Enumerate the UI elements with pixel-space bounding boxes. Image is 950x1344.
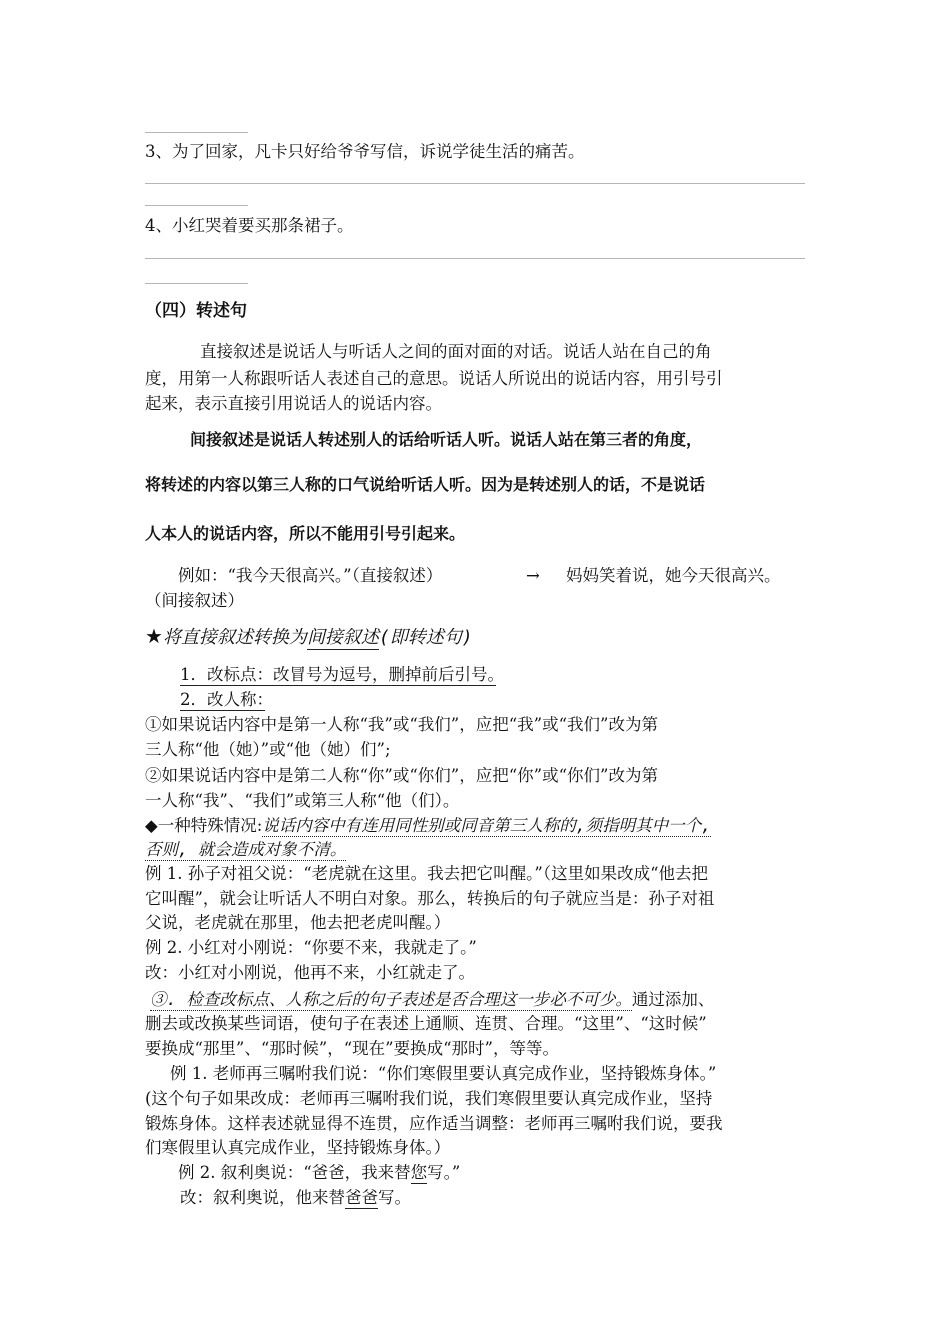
special-case-text: 否则, 就会造成对象不清。: [145, 840, 347, 859]
rule-3-handwritten: ③. 检查改标点、人称之后的句子表述是否合理这一步必不可少。: [150, 990, 632, 1009]
example-4-fix-underlined: 爸爸: [345, 1188, 378, 1207]
example-1: 它叫醒”，就会让听话人不明白对象。那么，转换后的句子就应当是：孙子对祖: [145, 889, 715, 908]
section-heading: （四）转述句: [145, 301, 247, 321]
example-3: (这个句子如果改成：老师再三嘱咐我们说，我们寒假里要认真完成作业，坚持: [145, 1089, 713, 1108]
answer-line: [145, 283, 248, 284]
answer-line: [145, 132, 248, 133]
paragraph-line-bold: 间接叙述是说话人转述别人的话给听话人听。说话人站在第三者的角度，: [190, 430, 703, 449]
paragraph-line: 起来，表示直接引用说话人的说话内容。: [145, 394, 442, 413]
rule-1: [180, 663, 512, 687]
special-case-label: ◆一种特殊情况:: [145, 816, 263, 835]
example-4-underlined: 您: [410, 1163, 428, 1182]
example-4: [178, 1161, 460, 1185]
rule-2-text: 2．改人称：: [180, 690, 265, 709]
paragraph-line-bold: 人本人的说话内容，所以不能用引号引起来。: [145, 524, 466, 543]
example-4-fix: [180, 1186, 411, 1210]
example-2-fix: 改：小红对小刚说，他再不来，小红就走了。: [145, 963, 475, 982]
rule-2-case-1: 三人称“他（她）”或“他（她）们”;: [145, 740, 391, 759]
rule-2-case-2: 一人称“我”、“我们”或第三人称“他（们）。: [145, 791, 460, 810]
example-indirect: 妈妈笑着说，她今天很高兴。: [566, 566, 781, 585]
arrow-icon: →: [526, 566, 540, 585]
rule-3-tail: 通过添加、: [631, 990, 715, 1009]
example-3: 们寒假里认真完成作业，坚持锻炼身体。）: [145, 1138, 451, 1157]
answer-line: [145, 205, 248, 206]
example-1: 例 1. 孙子对祖父说：“老虎就在这里。我去把它叫醒。”（这里如果改成“他去把: [145, 864, 709, 883]
exercise-item-4: 4、小红哭着要买那条裙子。: [145, 216, 354, 235]
rule-3-text: 要换成“那里”、“那时候”，“现在”要换成“那时”，等等。: [145, 1039, 559, 1058]
special-case: [145, 838, 346, 862]
paragraph-line: 度，用第一人称跟听话人表述自己的意思。说话人所说出的说话内容，用引号引: [145, 369, 723, 388]
example-direct: 例如：“我今天很高兴。”（直接叙述）: [178, 566, 443, 585]
answer-line: [145, 183, 805, 184]
rules-title-text: 将直接叙述转换为: [162, 627, 307, 648]
rules-title-underlined: 间接叙述: [306, 627, 379, 648]
example-4-text: 例 2. 叙利奥说：“爸爸，我来替: [178, 1163, 411, 1182]
example-3: 锻炼身体。这样表述就显得不连贯，应作适当调整：老师再三嘱咐我们说，要我: [145, 1114, 723, 1133]
example-1: 父说，老虎就在那里，他去把老虎叫醒。）: [145, 913, 451, 932]
special-case: [145, 814, 711, 838]
special-case-text: 说话内容中有连用同性别或同音第三人称的,须指明其中一个,: [262, 816, 712, 835]
rule-2-case-1: ①如果说话内容中是第一人称“我”或“我们”，应把“我”或“我们”改为第: [145, 715, 658, 734]
paragraph-line-bold: 将转述的内容以第三人称的口气说给听话人听。因为是转述别人的话，不是说话: [145, 475, 706, 494]
example-4-fix-text: 写。: [378, 1188, 411, 1207]
rules-title: [145, 624, 473, 650]
example-label: （间接叙述）: [145, 591, 244, 610]
example-2: 例 2. 小红对小刚说：“你要不来，我就走了。”: [145, 938, 477, 957]
rule-3: [150, 988, 714, 1012]
example-3: 例 1. 老师再三嘱咐我们说：“你们寒假里要认真完成作业，坚持锻炼身体。”: [170, 1064, 717, 1083]
exercise-item-3: 3、为了回家，凡卡只好给爷爷写信，诉说学徒生活的痛苦。: [145, 142, 585, 161]
rule-1-text: 1．改标点：改冒号为逗号，删掉前后引号。: [180, 665, 496, 684]
example-4-text: 写。”: [427, 1163, 461, 1182]
answer-line: [145, 258, 805, 259]
star-icon: ★: [145, 624, 163, 648]
rule-3-text: 删去或改换某些词语，使句子在表述上通顺、连贯、合理。“这里”、“这时候”: [145, 1014, 707, 1033]
example-4-fix-text: 改：叙利奥说，他来替: [180, 1188, 345, 1207]
rule-2: [180, 688, 298, 712]
rules-title-note: (即转述句): [378, 627, 473, 648]
rule-2-case-2: ②如果说话内容中是第二人称“你”或“你们”，应把“你”或“你们”改为第: [145, 766, 658, 785]
paragraph-line: 直接叙述是说话人与听话人之间的面对面的对话。说话人站在自己的角: [200, 342, 712, 361]
